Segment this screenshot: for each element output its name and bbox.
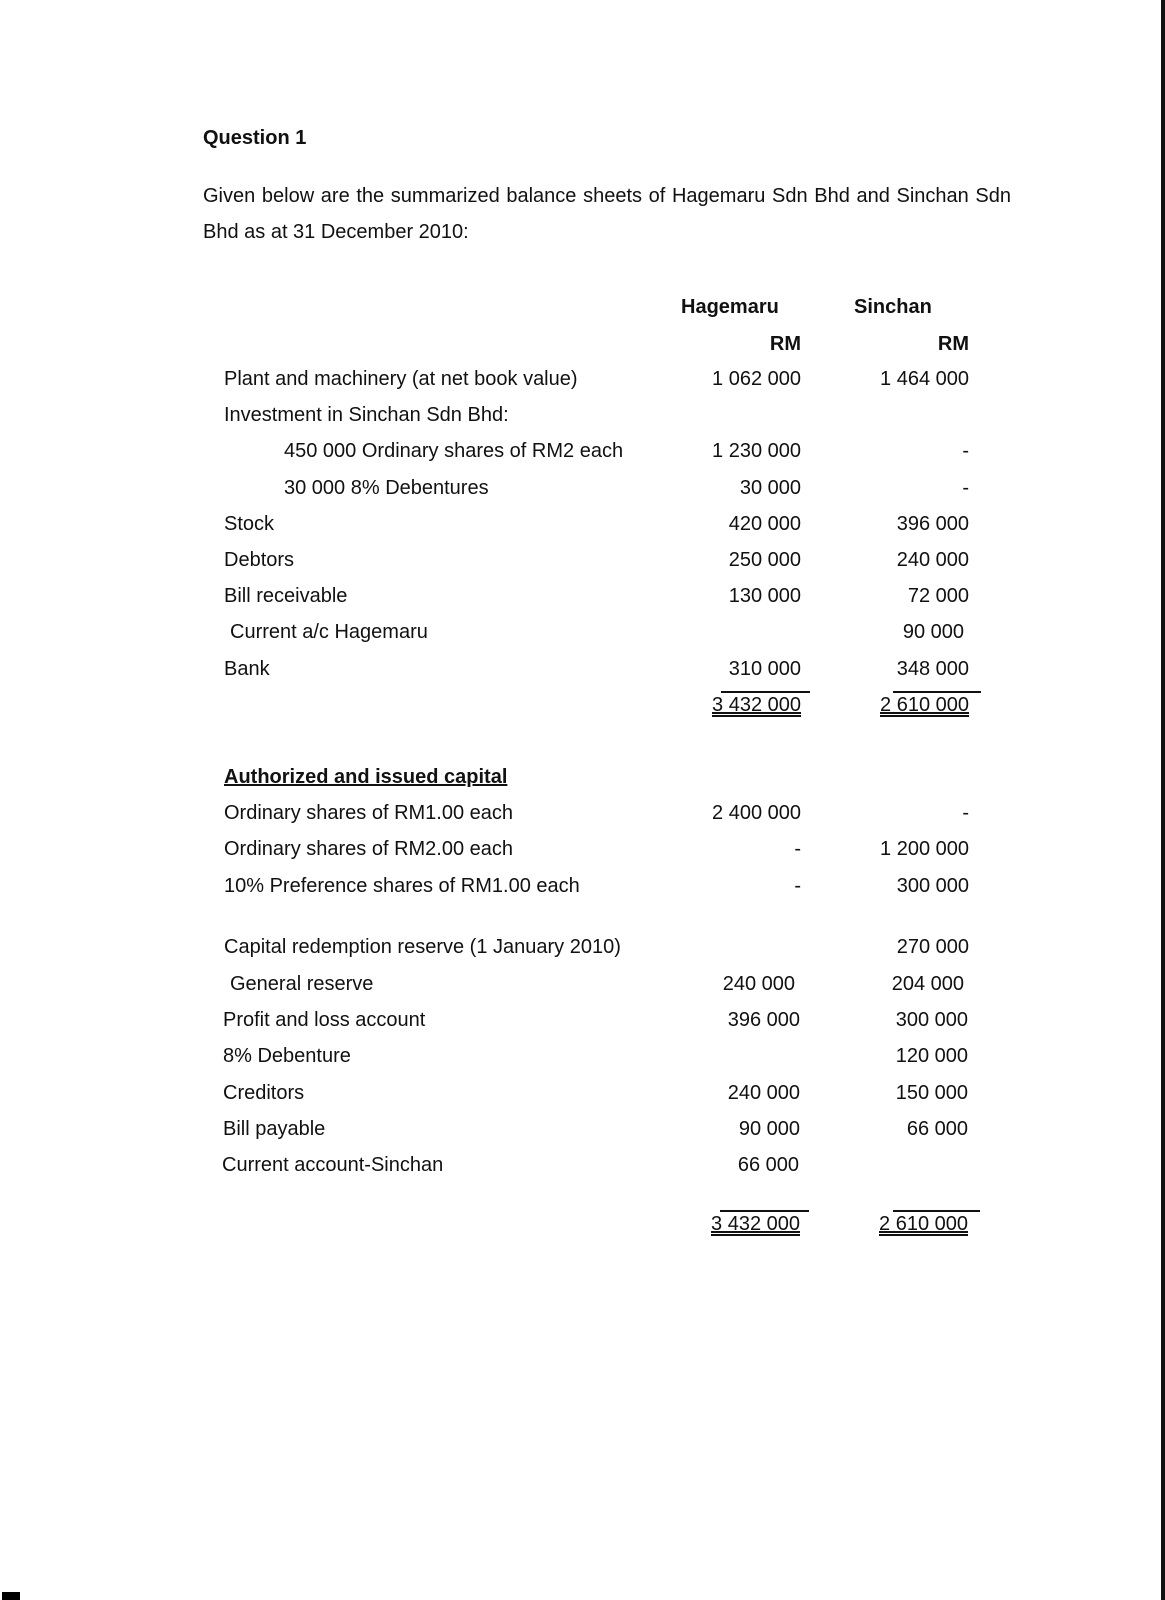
row-label: Stock — [224, 513, 275, 535]
hagemaru-value: 396 000 — [727, 1009, 800, 1031]
hagemaru-value: 240 000 — [727, 1082, 800, 1104]
table-row — [0, 621, 1165, 651]
column-header-sinchan: Sinchan — [854, 296, 932, 318]
row-label: Investment in Sinchan Sdn Bhd: — [224, 404, 509, 426]
row-label: 8% Debenture — [223, 1045, 351, 1067]
total-rule — [893, 1210, 980, 1212]
liabilities-total-row — [0, 1213, 1165, 1243]
total-rule — [720, 1210, 809, 1212]
sinchan-value: - — [962, 440, 969, 462]
sinchan-value: 270 000 — [896, 936, 969, 958]
row-label: Bill receivable — [224, 585, 348, 607]
question-intro: Given below are the summarized balance sheets of Hagemaru Sdn Bhd and Sinchan Sdn Bhd as at 31 December 2010: — [203, 185, 1011, 243]
sinchan-value: 1 200 000 — [880, 838, 969, 860]
sinchan-value: 300 000 — [896, 875, 969, 897]
table-row — [0, 973, 1165, 1003]
row-label: Creditors — [223, 1082, 305, 1104]
hagemaru-value: 30 000 — [739, 477, 801, 499]
hagemaru-value: 2 400 000 — [712, 802, 801, 824]
column-header-hagemaru: Hagemaru — [681, 296, 779, 318]
row-label: 30 000 8% Debentures — [284, 477, 489, 499]
hagemaru-value: - — [794, 838, 801, 860]
row-label: Current account-Sinchan — [222, 1154, 444, 1176]
row-label: Plant and machinery (at net book value) — [224, 368, 578, 390]
sinchan-value: 90 000 — [902, 621, 964, 643]
column-unit-hagemaru: RM — [769, 333, 801, 355]
table-row — [0, 1082, 1165, 1112]
sinchan-value: 204 000 — [891, 973, 964, 995]
sinchan-total: 2 610 000 — [880, 694, 969, 716]
table-row — [0, 875, 1165, 905]
hagemaru-value: 420 000 — [728, 513, 801, 535]
table-row — [0, 549, 1165, 579]
sinchan-value: 120 000 — [895, 1045, 968, 1067]
hagemaru-value: 250 000 — [728, 549, 801, 571]
hagemaru-total: 3 432 000 — [712, 694, 801, 716]
table-row — [0, 368, 1165, 398]
row-label: Current a/c Hagemaru — [230, 621, 428, 643]
sinchan-value: 240 000 — [896, 549, 969, 571]
sinchan-value: 72 000 — [907, 585, 969, 607]
row-label: Bill payable — [223, 1118, 326, 1140]
sinchan-value: - — [962, 802, 969, 824]
sinchan-value: 300 000 — [895, 1009, 968, 1031]
table-row — [0, 936, 1165, 966]
column-unit-sinchan: RM — [937, 333, 969, 355]
sinchan-value: 66 000 — [906, 1118, 968, 1140]
table-row — [0, 802, 1165, 832]
hagemaru-value: 1 062 000 — [712, 368, 801, 390]
question-title: Question 1 — [203, 127, 307, 149]
table-row — [0, 404, 1165, 434]
table-row — [0, 477, 1165, 507]
table-row — [0, 838, 1165, 868]
hagemaru-value: 310 000 — [728, 658, 801, 680]
table-row — [0, 658, 1165, 688]
table-row — [0, 440, 1165, 470]
hagemaru-value: 1 230 000 — [712, 440, 801, 462]
row-label: Profit and loss account — [223, 1009, 426, 1031]
assets-total-row — [0, 694, 1165, 724]
row-label: Debtors — [224, 549, 295, 571]
row-label: Capital redemption reserve (1 January 2010) — [224, 936, 621, 958]
table-row — [0, 513, 1165, 543]
table-row — [0, 1045, 1165, 1075]
sinchan-total: 2 610 000 — [879, 1213, 968, 1235]
sinchan-value: 396 000 — [896, 513, 969, 535]
section-heading: Authorized and issued capital — [224, 766, 508, 788]
sinchan-value: 348 000 — [896, 658, 969, 680]
hagemaru-value: 130 000 — [728, 585, 801, 607]
sinchan-value: - — [962, 477, 969, 499]
scan-border-right — [1161, 0, 1165, 1600]
table-row — [0, 1118, 1165, 1148]
table-row — [0, 1154, 1165, 1184]
total-rule — [893, 691, 981, 693]
table-row — [0, 1009, 1165, 1039]
hagemaru-total: 3 432 000 — [711, 1213, 800, 1235]
row-label: General reserve — [230, 973, 374, 995]
hagemaru-value: 66 000 — [737, 1154, 799, 1176]
total-rule — [721, 691, 810, 693]
row-label: 10% Preference shares of RM1.00 each — [224, 875, 580, 897]
sinchan-value: 1 464 000 — [880, 368, 969, 390]
hagemaru-value: - — [794, 875, 801, 897]
row-label: Bank — [224, 658, 270, 680]
row-label: 450 000 Ordinary shares of RM2 each — [284, 440, 624, 462]
scan-mark — [2, 1592, 20, 1600]
hagemaru-value: 90 000 — [738, 1118, 800, 1140]
row-label: Ordinary shares of RM2.00 each — [224, 838, 514, 860]
hagemaru-value: 240 000 — [722, 973, 795, 995]
row-label: Ordinary shares of RM1.00 each — [224, 802, 514, 824]
table-row — [0, 585, 1165, 615]
sinchan-value: 150 000 — [895, 1082, 968, 1104]
